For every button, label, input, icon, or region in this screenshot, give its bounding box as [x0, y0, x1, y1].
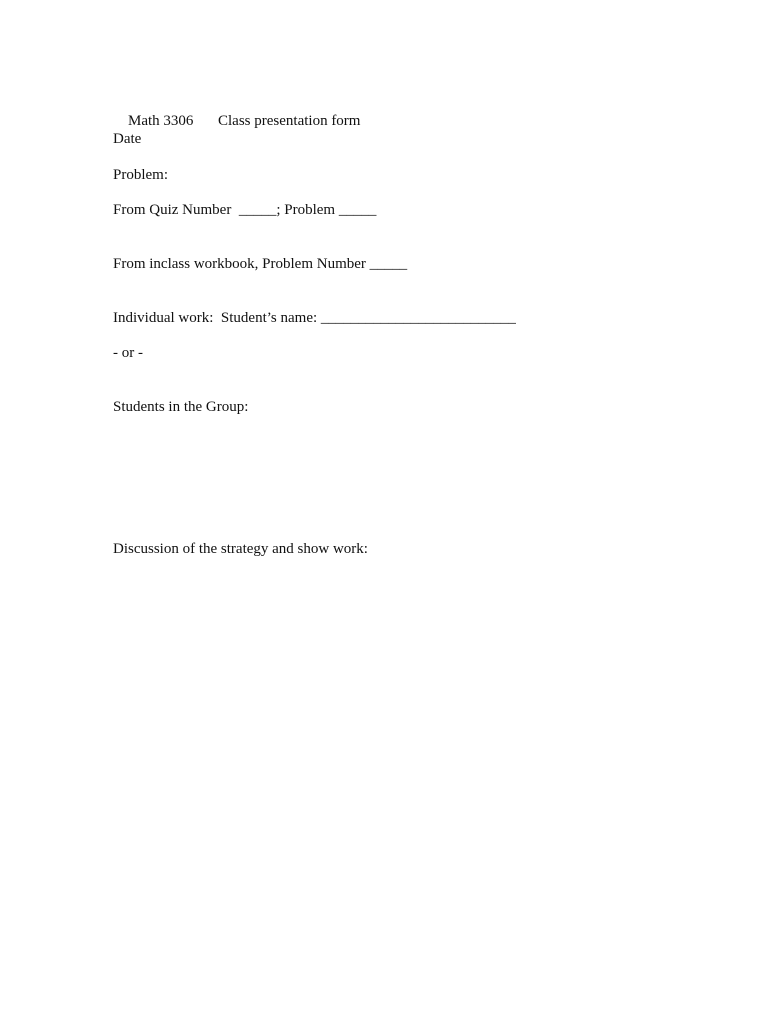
- form-header: [113, 94, 360, 148]
- workbook-problem-line: From inclass workbook, Problem Number _____: [113, 256, 408, 272]
- form-title: Class presentation form: [218, 113, 361, 129]
- individual-work-line: Individual work: Student’s name: __________________________: [113, 310, 516, 326]
- group-students-label: Students in the Group:: [113, 399, 249, 415]
- course-code: Math 3306: [128, 113, 194, 129]
- quiz-problem-line: From Quiz Number _____; Problem _____: [113, 202, 377, 218]
- or-separator: - or -: [113, 345, 143, 361]
- problem-label: Problem:: [113, 167, 168, 183]
- date-label: Date: [113, 131, 142, 147]
- discussion-label: Discussion of the strategy and show work:: [113, 541, 368, 557]
